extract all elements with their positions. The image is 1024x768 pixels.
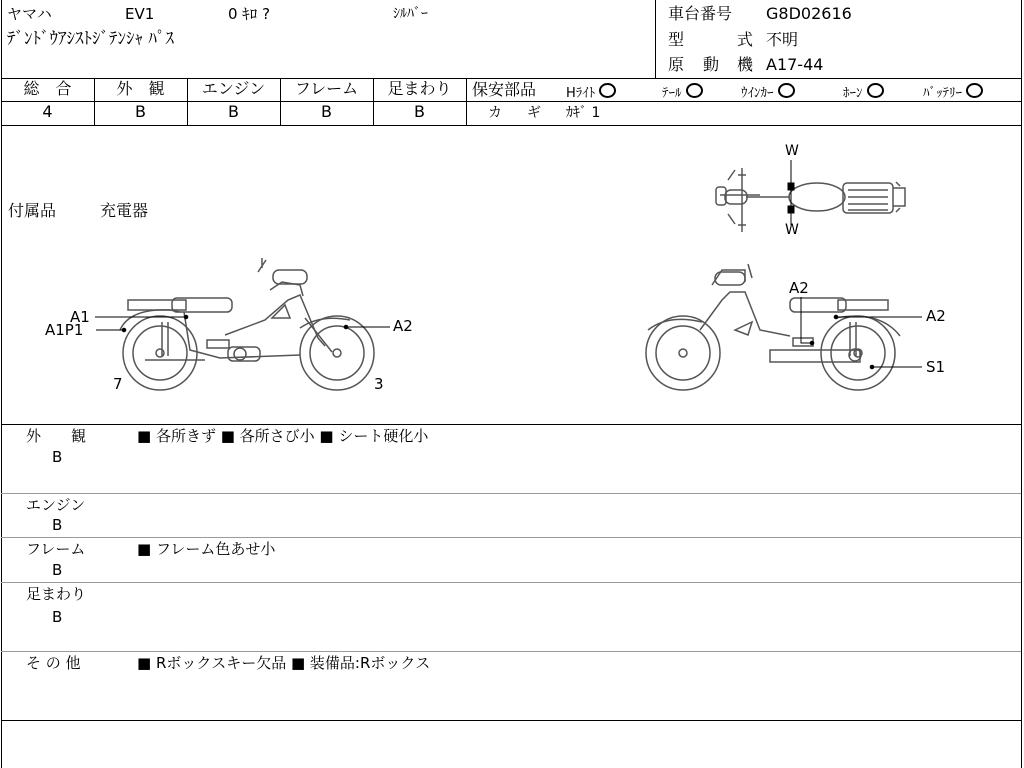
grade-frame-value: B	[321, 102, 332, 121]
left-label-a1p1: A1P1	[45, 321, 84, 339]
grade-overall-label: 総 合	[23, 79, 72, 98]
key-label-1: カ	[488, 105, 502, 121]
safety-headlight-label: Hﾗｲﾄ	[566, 86, 596, 101]
accessories-label: 付属品	[8, 201, 57, 220]
frame-number: G8D02616	[766, 4, 852, 23]
top-view-callouts	[788, 160, 794, 225]
remark-suspension-label: 足まわり	[26, 585, 87, 603]
type-label-1: 型	[668, 30, 685, 49]
safety-parts-label: 保安部品	[472, 80, 537, 99]
safety-horn-label: ﾎｰﾝ	[843, 86, 863, 101]
type-label-2: 式	[737, 30, 754, 49]
model-name: ﾃﾞﾝﾄﾞｳｱｼｽﾄｼﾞﾃﾝｼｬ ﾊﾟｽ	[7, 29, 174, 49]
grade-frame-label: フレーム	[294, 79, 359, 98]
grade-engine-label: エンジン	[201, 79, 266, 98]
remark-other-label: そ の 他	[26, 654, 81, 672]
key-value: ｶｷﾞ 1	[566, 105, 601, 121]
type-value: 不明	[766, 30, 799, 49]
remark-exterior-grade: B	[52, 448, 63, 466]
safety-battery-label: ﾊﾞｯﾃﾘｰ	[923, 86, 962, 101]
grade-exterior-value: B	[135, 102, 146, 121]
top-label-w-top: W	[785, 143, 799, 159]
top-view	[716, 168, 905, 232]
maker-name: ヤマハ	[7, 5, 52, 23]
remark-exterior-label: 外 観	[26, 427, 87, 445]
grade-overall-value: 4	[42, 102, 53, 121]
remark-frame-grade: B	[52, 561, 63, 579]
grade-exterior-label: 外 観	[116, 79, 165, 98]
remark-frame-notes: ■ フレーム色あせ小	[137, 540, 276, 558]
engine-label-3: 機	[737, 55, 754, 74]
remark-suspension-grade: B	[52, 608, 63, 626]
remark-engine-grade: B	[52, 516, 63, 534]
left-label-a1: A1	[70, 308, 90, 326]
remark-other-notes: ■ Rボックスキー欠品 ■ 装備品:Rボックス	[137, 654, 431, 672]
model-code: EV1	[125, 5, 155, 23]
grade-suspension-label: 足まわり	[387, 79, 452, 98]
engine-label-1: 原	[668, 55, 685, 74]
top-label-w-bottom: W	[785, 222, 799, 238]
engine-label-2: 動	[703, 55, 720, 74]
frame-number-label: 車台番号	[668, 4, 733, 23]
left-label-7: 7	[113, 375, 123, 393]
mileage: 0 ｷﾛ ?	[228, 5, 271, 23]
right-label-a2-top: A2	[789, 279, 809, 297]
right-side-callouts	[801, 297, 922, 369]
remark-frame-label: フレーム	[26, 540, 86, 558]
left-side-view	[120, 258, 374, 390]
color: ｼﾙﾊﾞｰ	[393, 6, 428, 22]
engine-number: A17-44	[766, 55, 824, 74]
key-label-2: ギ	[527, 105, 541, 121]
right-side-view	[646, 264, 900, 390]
safety-taillight-label: ﾃｰﾙ	[662, 86, 682, 101]
left-label-a2: A2	[393, 317, 413, 335]
accessories-value: 充電器	[100, 201, 149, 220]
left-label-3: 3	[374, 375, 384, 393]
right-label-s1: S1	[926, 358, 946, 376]
grade-engine-value: B	[228, 102, 239, 121]
remark-exterior-notes: ■ 各所きず ■ 各所さび小 ■ シート硬化小	[137, 427, 429, 445]
grade-suspension-value: B	[414, 102, 425, 121]
remark-engine-label: エンジン	[26, 496, 86, 514]
right-label-a2: A2	[926, 307, 946, 325]
safety-winker-label: ｳｲﾝｶｰ	[741, 86, 774, 101]
